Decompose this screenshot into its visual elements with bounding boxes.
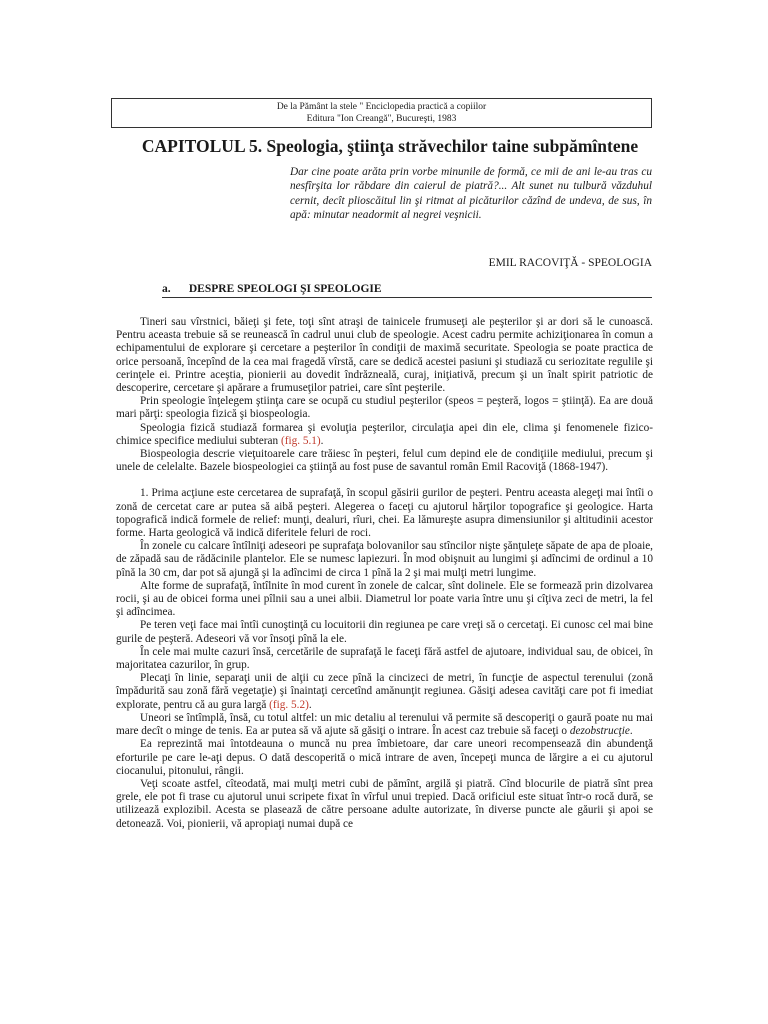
source-line-1: De la Pământ la stele " Enciclopedia practică a copiilor <box>276 102 487 112</box>
paragraph-excavation: Veţi scoate astfel, cîteodată, mai mulţi metri cubi de pămînt, argilă şi piatră. Cînd blocurile de piatră sînt prea grele, ele pot fi trase cu ajutorul unui scripete fixat în vîrful unui trepied. Dacă orificiul este situat într-o rocă dură, se utilizează explozibil. Acesta se plasează de către persoane adulte autorizate, în diverse puncte ale găurii şi apoi se detonează. Voi, pionierii, vă apropiaţi numai după ce <box>116 777 653 830</box>
paragraph-small-hole <box>116 712 653 738</box>
section-number: a. <box>162 283 171 295</box>
paragraph-locals: Pe teren veţi face mai întîi cunoştinţă cu locuitorii din regiunea pe care vreţi să o cercetaţi. Ei cunosc cel mai bine gurile de peşteră. Adeseori vă vor însoţi pînă la ele. <box>116 619 653 645</box>
section-title: DESPRE SPEOLOGI ŞI SPEOLOGIE <box>188 283 382 295</box>
paragraph-group: În cele mai multe cazuri însă, cercetările de suprafaţă le faceţi fără astfel de ajutoare, individual sau, de obicei, în majoritatea cazurilor, în grup. <box>116 645 653 672</box>
paragraph-intro: Tineri sau vîrstnici, băieţi şi fete, toţi sînt atraşi de tainicele frumuseţi ale peşterilor şi ar dori să le cunoască. Pentru aceasta trebuie să se reunească în cadrul unui club de speologie. Acest cadru permite achiziţionarea în comun a echipamentului de explorare şi cercetare a peşterilor în condiţii de maximă securitate. Speologia se poate practica de orice persoană, începînd de la cea mai fragedă vîrstă, care se dedică acestei pasiuni şi studiază cu seriozitate regulile şi cerinţele ei. Printre aceştia, pionierii au dovedit îndrăzneală, curaj, iniţiativă, precum şi un înalt spirit patriotic de descoperire, cercetare şi apărare a frumuseţilor patriei, care sînt peşterile. <box>116 316 653 395</box>
figure-reference: (fig. 5.2) <box>269 698 309 711</box>
paragraph-text: Plecaţi în linie, separaţi unii de alţii cu zece pînă la cincizeci de metri, în funcţie de aspectul terenului (zonă împădurită sau zonă fără vegetaţie) şi înaintaţi cercetînd amănunţit regiunea. Găsiţi adesea cavităţi care pot fi imediat explorate, pentru că au gura largă <box>116 672 653 711</box>
paragraph-end: . <box>629 725 633 738</box>
paragraph-dolines: Alte forme de suprafaţă, întîlnite în mod curent în zonele de calcar, sînt dolinele. Ele se formează prin dizolvarea rocii, şi au de obicei forma unei pîlnii sau a unei albii. Diametrul lor poate varia între unu şi cîţiva zeci de metri, la fel şi adîncimea. <box>116 579 653 619</box>
chapter-title: CAPITOLUL 5. Speologia, ştiinţa străvechilor taine subpămîntene <box>141 136 639 156</box>
paragraph-widening: Ea reprezintă mai întotdeauna o muncă nu prea îmbietoare, dar care uneori recompensează din abundenţă eforturile pe care le-aţi depus. O dată descoperită o mică intrare de aven, începeţi munca de lărgire a ei cu ajutorul ciocanului, pitonului, rângii. <box>116 738 653 777</box>
paragraph-end: . <box>320 434 324 447</box>
paragraph-lapiez: În zonele cu calcare întîlniţi adeseori pe suprafaţa bolovanilor sau stîncilor nişte şănţuleţe săpate de apa de ploaie, de zăpadă sau de rădăcinile plantelor. Ele se numesc lapiezuri. În mod obişnuit au lungimi şi adîncimi de ordinul a 10 pînă la 30 cm, dar pot să ajungă şi la adîncimi de circa 1 pînă la 2 şi mai mulţi metri lungime. <box>116 540 653 579</box>
paragraph-line-search <box>116 672 653 712</box>
source-header-box <box>111 98 652 128</box>
paragraph-physical-speleology <box>116 422 653 448</box>
section-heading <box>162 283 652 298</box>
paragraph-definition: Prin speologie înţelegem ştiinţa care se ocupă cu studiul peşterilor (speos = peşteră, logos = ştiinţă). Ea are două mari părţi: speologia fizică şi biospeologia. <box>116 395 653 421</box>
epigraph-author: EMIL RACOVIŢĂ - SPEOLOGIA <box>488 257 652 269</box>
body-text <box>116 316 653 831</box>
paragraph-biospeleology: Biospeologia descrie vieţuitoarele care trăiesc în peşteri, felul cum depind ele de condiţiile mediului, precum şi unele de celelalte. Bazele biospeologiei ca ştiinţă au fost puse de savantul român Emil Racoviţă (1868-1947). <box>116 448 653 474</box>
source-line-2: Editura "Ion Creangă", Bucureşti, 1983 <box>306 114 457 124</box>
paragraph-text: Uneori se întîmplă, însă, cu totul altfel: un mic detaliu al terenului vă permite să descoperiţi o gaură poate nu mai mare decît o minge de tenis. Ea ar putea să vă ajute să găsiţi o intrare. În acest caz trebuie să faceţi o <box>116 711 653 738</box>
paragraph-end: . <box>308 698 312 711</box>
paragraph-text: Speologia fizică studiază formarea şi evoluţia peşterilor, circulaţia apei din ele, clima şi fenomenele fizico-chimice specifice mediului subteran <box>116 421 653 447</box>
figure-reference: (fig. 5.1) <box>280 434 321 447</box>
emphasis-term: dezobstrucţie <box>569 725 630 738</box>
epigraph-quote: Dar cine poate arăta prin vorbe minunile de formă, ce mii de ani le-au tras cu nesfîrşita lor răbdare din caierul de piatră?... Alt sunet nu tulbură văzduhul cernit, decît plioscăitul lin şi ritmat al picăturilor căzînd de undeva, de sus, în apă: minutar neadormit al negrei veşnicii. <box>290 166 652 222</box>
paragraph-surface-research: 1. Prima acţiune este cercetarea de suprafaţă, în scopul găsirii gurilor de peşteri. Pentru aceasta alegeţi mai întîi o zonă de cercetat care ar putea să aibă peşteri. Alegerea o faceţi cu ajutorul hărţilor topografice şi geologice. Harta topografică indică formele de relief: munţi, dealuri, rîuri, chei. Ea lămureşte asupra dimensiunilor şi altitudinii acestor forme. Harta geologică vă indică diferitele feluri de roci. <box>116 487 653 540</box>
